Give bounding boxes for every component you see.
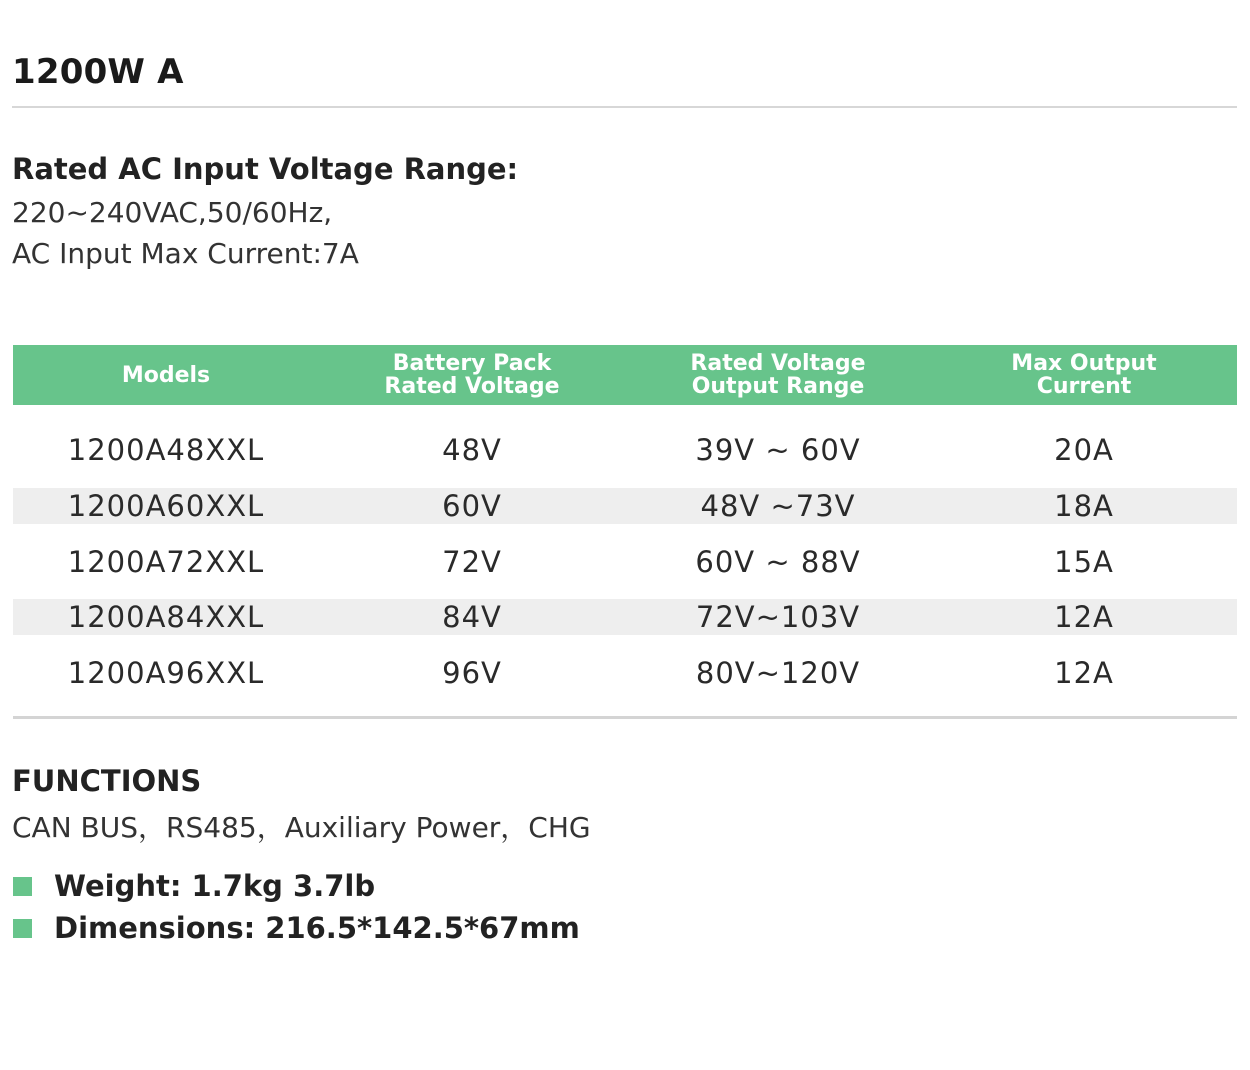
header-battery-pack-voltage: Battery Pack Rated Voltage [384,351,560,399]
cell-model: 1200A48XXL [67,433,265,467]
spec-dimensions [13,908,580,948]
cell-max-current: 12A [1054,600,1114,634]
header-max-output-current: Max Output Current [1011,351,1157,399]
cell-battery-voltage: 60V [442,489,502,523]
cell-max-current: 18A [1054,489,1114,523]
table-row [13,544,1237,580]
title-divider [12,106,1237,108]
table-row [13,655,1237,691]
input-voltage-range: 220~240VAC,50/60Hz, [12,196,333,229]
square-bullet-icon [13,919,32,938]
cell-model: 1200A60XXL [67,489,265,523]
cell-battery-voltage: 72V [442,545,502,579]
header-output-voltage-range: Rated Voltage Output Range [690,351,866,399]
header-models: Models [121,362,211,388]
input-max-current: AC Input Max Current:7A [12,237,359,270]
table-row [13,599,1237,635]
cell-model: 1200A96XXL [67,656,265,690]
functions-heading: FUNCTIONS [12,764,202,798]
cell-output-range: 72V~103V [695,600,861,634]
functions-list: CAN BUS，RS485，Auxiliary Power，CHG [12,811,591,844]
spec-weight-text: Weight: 1.7kg 3.7lb [54,869,376,903]
table-row [13,432,1237,468]
cell-output-range: 39V ~ 60V [695,433,861,467]
cell-output-range: 60V ~ 88V [695,545,861,579]
cell-model: 1200A72XXL [67,545,265,579]
cell-max-current: 12A [1054,656,1114,690]
cell-output-range: 80V~120V [695,656,861,690]
table-bottom-divider [13,716,1237,719]
table-row [13,488,1237,524]
spec-table-header [13,345,1237,405]
cell-output-range: 48V ~73V [700,489,856,523]
input-voltage-heading: Rated AC Input Voltage Range: [12,152,519,186]
spec-dimensions-text: Dimensions: 216.5*142.5*67mm [54,911,580,945]
cell-model: 1200A84XXL [67,600,265,634]
cell-max-current: 20A [1054,433,1114,467]
cell-battery-voltage: 84V [442,600,502,634]
cell-battery-voltage: 96V [442,656,502,690]
spec-weight [13,866,375,906]
square-bullet-icon [13,877,32,896]
page-title: 1200W A [12,52,184,92]
cell-max-current: 15A [1054,545,1114,579]
cell-battery-voltage: 48V [442,433,502,467]
